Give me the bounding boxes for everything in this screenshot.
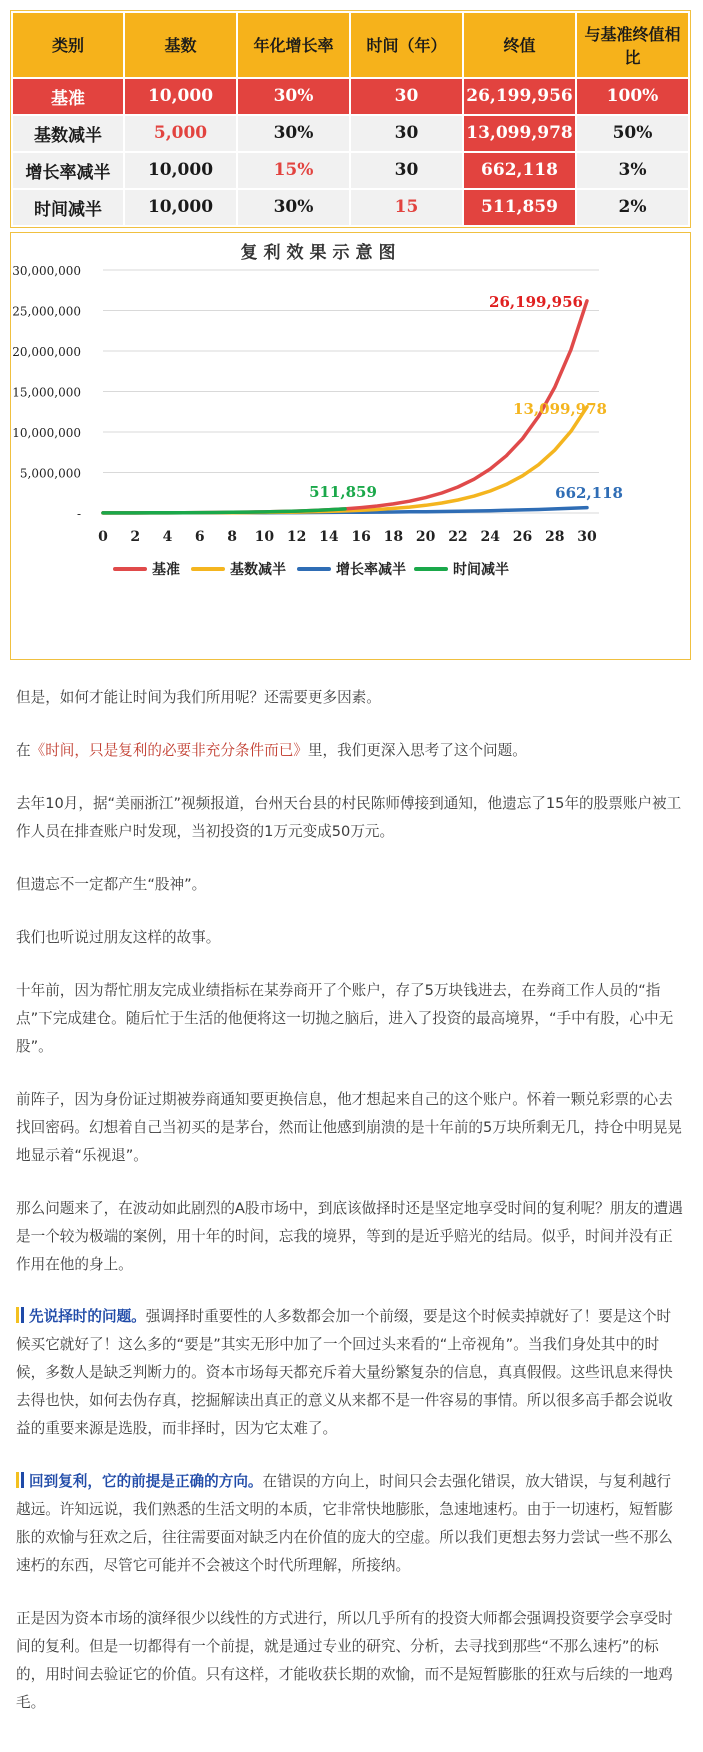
table-cell: 10,000 [124, 152, 237, 189]
comparison-table [11, 11, 690, 227]
x-tick-label: 28 [544, 529, 565, 545]
paragraph: 我们也听说过朋友这样的故事。 [16, 929, 221, 946]
x-tick-label: 8 [227, 529, 237, 545]
compound-effect-chart [10, 232, 691, 660]
section-heading: 回到复利，它的前提是正确的方向。 [29, 1473, 263, 1490]
heading-marker-icon [16, 1307, 19, 1323]
table-cell: 100% [576, 78, 689, 115]
data-label: 13,099,978 [513, 400, 607, 418]
table-cell: 2% [576, 189, 689, 226]
paragraph: 但是，如何才能让时间为我们所用呢？还需要更多因素。 [16, 689, 381, 706]
x-tick-label: 22 [448, 529, 468, 545]
y-tick-label: 15,000,000 [12, 385, 81, 400]
chart-svg [11, 233, 689, 658]
table-cell: 30 [350, 78, 463, 115]
x-tick-label: 6 [194, 529, 205, 545]
x-tick-label: 2 [130, 529, 141, 545]
table-cell: 13,099,978 [463, 115, 576, 152]
table-cell: 662,118 [463, 152, 576, 189]
table-cell: 10,000 [124, 78, 237, 115]
legend-label: 增长率减半 [336, 562, 406, 578]
header-cell: 与基准终值相比 [576, 12, 689, 78]
x-tick-label: 24 [480, 529, 500, 545]
table-cell: 30 [350, 152, 463, 189]
paragraph: 但遗忘不一定都产生“股神”。 [16, 876, 207, 893]
paragraph: 去年10月，据“美丽浙江”视频报道，台州天台县的村民陈师傅接到通知，他遗忘了15年的股票账户被工作人员在排查账户时发现，当初投资的1万元变成50万元。 [16, 795, 682, 840]
table-cell: 30% [237, 115, 350, 152]
y-tick-label: 30,000,000 [12, 264, 81, 278]
table-cell: 增长率减半 [12, 152, 124, 189]
paragraph: 正是因为资本市场的演绎很少以线性的方式进行，所以几乎所有的投资大师都会强调投资要学会享受时间的复利。但是一切都得有一个前提，就是通过专业的研究、分析，去寻找到那些“不那么速朽”的标的，用时间去验证它的价值。只有这样，才能收获长期的欢愉，而不是短暂膨胀的狂欢与后续的一地鸡毛。 [16, 1610, 673, 1711]
table-cell: 5,000 [124, 115, 237, 152]
paragraph [16, 737, 684, 765]
header-cell: 时间（年） [350, 12, 463, 78]
x-tick-label: 20 [415, 529, 436, 545]
article-body [16, 684, 684, 1742]
series-line [103, 509, 345, 513]
paragraph-text: 在错误的方向上，时间只会去强化错误，放大错误，与复利越行越远。许知远说，我们熟悉的生活文明的本质，它非常快地膨胀，急速地速朽。由于一切速朽，短暂膨胀的欢愉与狂欢之后，往往需要面对缺乏内在价值的庞大的空虚。所以我们更想去努力尝试一些不那么速朽的东西，尽管它可能并不会被这个时代所理解，所接纳。 [16, 1473, 673, 1574]
article-link[interactable]: 《时间，只是复利的必要非充分条件而已》 [30, 742, 308, 759]
table-row [12, 152, 689, 189]
legend-label: 时间减半 [453, 562, 509, 578]
table-row [12, 78, 689, 115]
compound-comparison-table [10, 10, 691, 228]
chart-title: 复利效果示意图 [240, 243, 402, 263]
table-cell: 基准 [12, 78, 124, 115]
table-cell: 30% [237, 78, 350, 115]
table-cell: 30 [350, 115, 463, 152]
table-cell: 50% [576, 115, 689, 152]
table-cell: 10,000 [124, 189, 237, 226]
x-tick-label: 10 [254, 529, 275, 545]
y-tick-label: 20,000,000 [12, 345, 81, 359]
heading-marker-icon [21, 1472, 24, 1488]
y-tick-label: 25,000,000 [12, 304, 81, 319]
table-cell: 26,199,956 [463, 78, 576, 115]
paragraph-text: 强调择时重要性的人多数都会加一个前缀，要是这个时候卖掉就好了！要是这个时候买它就好了！这么多的“要是”其实无形中加了一个回过头来看的“上帝视角”。当我们身处其中的时候，多数人是缺乏判断力的。资本市场每天都充斥着大量纷繁复杂的信息，真真假假。这些讯息来得快去得也快，如何去伪存真，挖掘解读出真正的意义从来都不是一件容易的事情。所以很多高手都会说收益的重要来源是选股，而非择时，因为它太难了。 [16, 1308, 673, 1437]
paragraph: 前阵子，因为身份证过期被券商通知要更换信息，他才想起来自己的这个账户。怀着一颗兑彩票的心去找回密码。幻想着自己当初买的是茅台，然而让他感到崩溃的是十年前的5万块所剩无几，持仓中明晃晃地显示着“乐视退”。 [16, 1091, 683, 1164]
data-label: 511,859 [309, 483, 377, 501]
legend-label: 基数减半 [230, 562, 286, 578]
table-row [12, 115, 689, 152]
table-cell: 时间减半 [12, 189, 124, 226]
table-cell: 30% [237, 189, 350, 226]
y-tick-label: - [76, 507, 81, 521]
data-label: 662,118 [555, 484, 623, 502]
y-tick-label: 5,000,000 [19, 466, 81, 481]
y-tick-label: 10,000,000 [12, 426, 81, 440]
paragraph: 十年前，因为帮忙朋友完成业绩指标在某券商开了个账户，存了5万块钱进去，在券商工作人员的“指点”下完成建仓。随后忙于生活的他便将这一切抛之脑后，进入了投资的最高境界，“手中有股，心中无股”。 [16, 982, 674, 1055]
table-cell: 511,859 [463, 189, 576, 226]
x-tick-label: 12 [286, 529, 307, 545]
paragraph-text: 在 [16, 742, 31, 759]
table-cell: 基数减半 [12, 115, 124, 152]
x-tick-label: 26 [512, 529, 533, 545]
table-cell: 15 [350, 189, 463, 226]
paragraph [16, 1303, 684, 1443]
table-cell: 3% [576, 152, 689, 189]
paragraph [16, 1468, 684, 1580]
x-tick-label: 18 [383, 529, 404, 545]
legend-label: 基准 [152, 562, 180, 578]
x-tick-label: 16 [351, 529, 371, 545]
table-cell: 15% [237, 152, 350, 189]
x-tick-label: 14 [319, 529, 339, 545]
header-cell: 基数 [124, 12, 237, 78]
section-heading: 先说择时的问题。 [29, 1308, 146, 1325]
paragraph-text: 里，我们更深入思考了这个问题。 [307, 742, 527, 759]
data-label: 26,199,956 [489, 293, 583, 311]
header-cell: 终值 [463, 12, 576, 78]
x-tick-label: 0 [98, 529, 108, 545]
header-cell: 类别 [12, 12, 124, 78]
x-tick-label: 30 [577, 529, 597, 545]
table-row [12, 189, 689, 226]
paragraph: 那么问题来了，在波动如此剧烈的A股市场中，到底该做择时还是坚定地享受时间的复利呢？朋友的遭遇是一个较为极端的案例，用十年的时间，忘我的境界，等到的是近乎赔光的结局。似乎，时间并没有正作用在他的身上。 [16, 1200, 683, 1273]
heading-marker-icon [16, 1472, 19, 1488]
table-header-row [12, 12, 689, 78]
x-tick-label: 4 [162, 529, 173, 545]
heading-marker-icon [21, 1307, 24, 1323]
header-cell: 年化增长率 [237, 12, 350, 78]
